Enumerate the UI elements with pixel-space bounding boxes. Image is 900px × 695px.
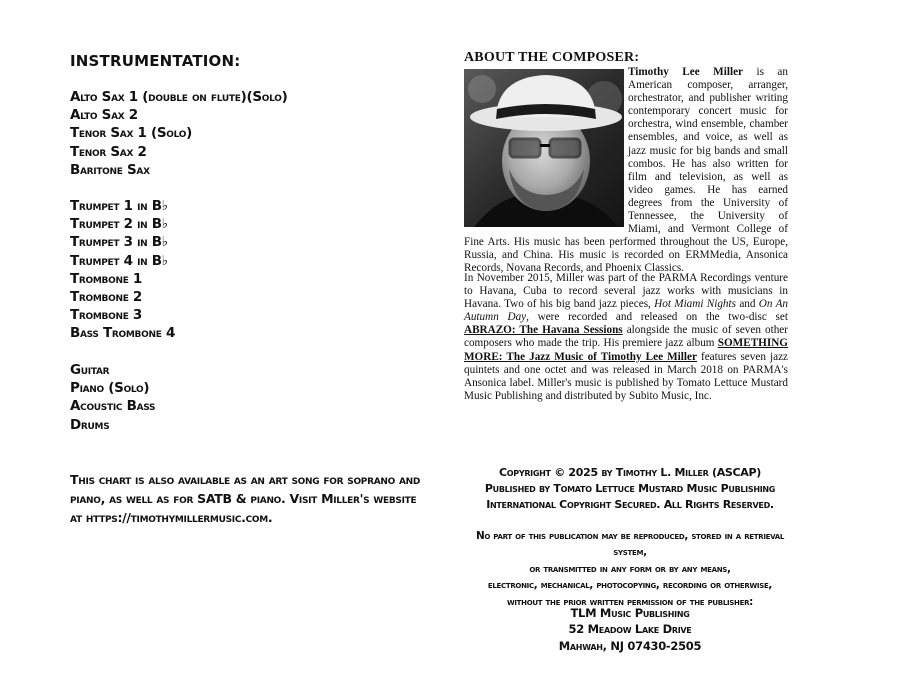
notice-line: electronic, mechanical, photocopying, recording or otherwise, [487,579,773,592]
text-run: features seven jazz quintets and one octet and was released in March 2018 on PARMA's Ansonica label. Miller's music is published by Tomato Lettuce Mustard Music Publishing and distributed by Subito Music, Inc. [464,350,788,402]
copyright-block [470,465,790,514]
instrument-item: Baritone Sax [70,161,150,178]
notice-line: or transmitted in any form or by any means, [529,562,731,575]
composer-bio [464,66,788,276]
instrument-item: Trumpet 2 in B♭ [70,216,168,233]
instrument-item: Trombone 1 [70,270,143,287]
publisher-name: TLM Music Publishing [570,606,690,620]
instrument-item: Alto Sax 1 (double on flute)(Solo) [70,89,288,105]
text-run: , were recorded and released on the two-disc set [526,311,788,324]
reproduction-notice [470,528,790,610]
copyright-line: Copyright © 2025 by Timothy L. Miller (ASCAP) [498,466,762,479]
rights-line: International Copyright Secured. All Rights Reserved. [486,498,774,512]
publisher-line: Published by Tomato Lettuce Mustard Music Publishing [484,482,776,496]
bio-text: is an American composer, arranger, orchestrator, and publisher writing contemporary concert music for orchestra, wind ensemble, chamber ensembles, and voice, as well as jazz music for big bands and small combos. He has also written for film and television, as well as video games. He has earned degrees from the University of Tennessee, the University of Miami, and Vermont College of Fine Arts. His music has been performed throughout the US, Europe, Russia, and China. His music is recorded on ERMMedia, Ansonica Records, Novana Records, and Phoenix Classics. [464,66,788,275]
text-run: and [736,298,759,311]
instrument-item: Trumpet 3 in B♭ [70,234,168,251]
instrument-item: Drums [70,416,110,433]
instrument-item: Acoustic Bass [70,398,156,415]
album-title: ABRAZO: The Havana Sessions [464,324,623,337]
about-heading: ABOUT THE COMPOSER: [464,50,640,65]
instrument-item: Alto Sax 2 [70,107,138,124]
piece-title: On An Autumn Day [464,298,788,324]
address-line: Mahwah, NJ 07430-2505 [558,638,702,653]
composer-name: Timothy Lee Miller [628,66,743,78]
piece-title: Hot Miami Nights [654,298,736,311]
instrument-item: Trombone 3 [70,307,143,324]
availability-note: This chart is also available as an art song for soprano and piano, as well as for SATB & piano. Visit Miller's website at https://timothymillermusic.com. [70,472,421,525]
text-run: In November 2015, Miller was part of the PARMA Recordings venture to Havana, Cuba to record several jazz works with musicians in Havana. Two of his big band jazz pieces, [464,272,788,311]
instrument-item: Guitar [70,362,110,378]
notice-line: No part of this publication may be reproduced, stored in a retrieval system, [475,530,785,559]
album-title: SOMETHING MORE: The Jazz Music of Timothy Lee Miller [464,337,788,363]
instrument-item: Trumpet 4 in B♭ [70,252,168,269]
instrument-item: Tenor Sax 2 [70,143,147,160]
instrument-item: Piano (Solo) [70,380,150,397]
instrument-group-saxes [70,88,287,179]
instrument-item: Tenor Sax 1 (Solo) [70,125,192,142]
instrument-group-rhythm [70,361,155,434]
notice-line: without the prior written permission of the publisher: [506,595,754,608]
address-line: 52 Meadow Lake Drive [568,622,692,637]
text-run: alongside the music of seven other composers who made the trip. His premiere jazz album [464,324,788,350]
publisher-address [470,605,790,654]
havana-paragraph [464,272,788,403]
instrumentation-title: INSTRUMENTATION: [70,52,241,70]
instrument-group-brass [70,197,175,343]
instrument-item: Trumpet 1 in B♭ [70,198,168,214]
instrument-item: Trombone 2 [70,288,143,305]
instrument-item: Bass Trombone 4 [70,325,176,342]
